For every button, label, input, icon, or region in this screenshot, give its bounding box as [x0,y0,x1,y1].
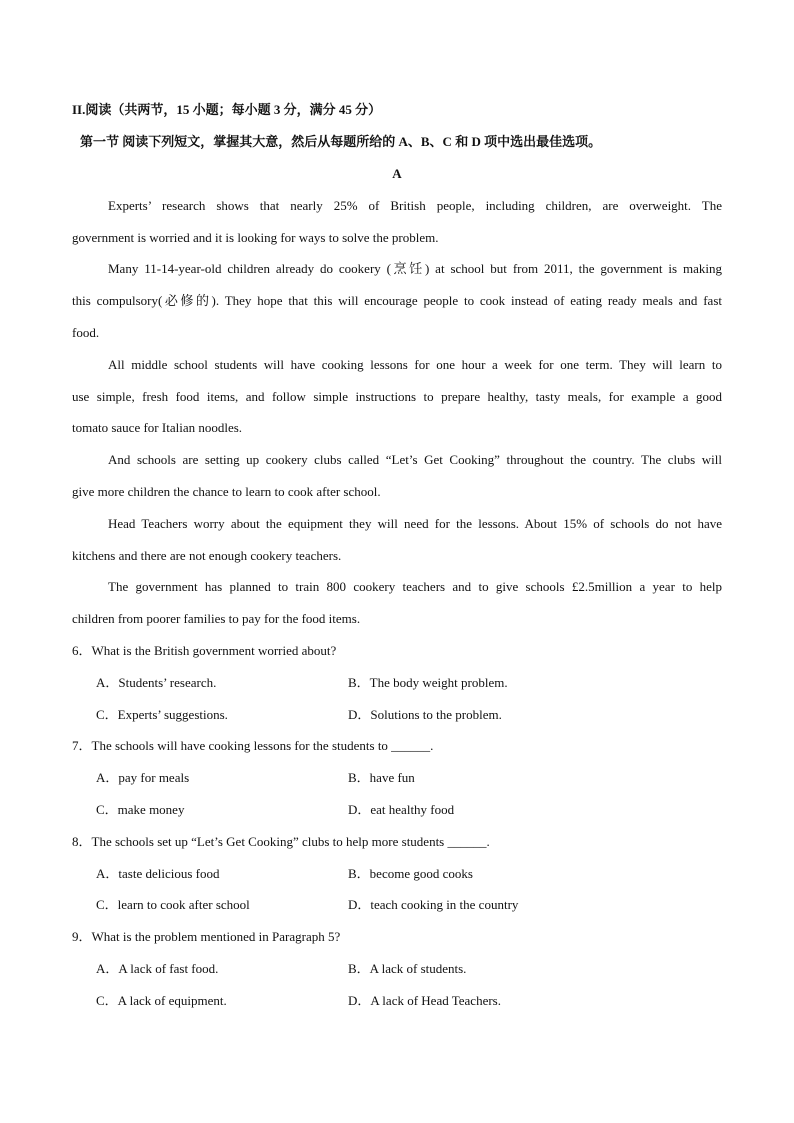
question-9-stem: 9．What is the problem mentioned in Paragraph 5? [72,929,341,944]
passage-line: give more children the chance to learn to cook after school. [72,484,381,499]
question-7-option-a[interactable]: A．pay for meals [96,770,190,785]
question-6-option-d[interactable]: D．Solutions to the problem. [348,707,502,722]
passage-line: The government has planned to train 800 cookery teachers and to give schools £2.5million a year to help [108,579,722,594]
passage-label: A [392,166,402,181]
passage-line: kitchens and there are not enough cookery teachers. [72,548,342,563]
passage-line: All middle school students will have cooking lessons for one hour a week for one term. They will learn to [108,357,722,372]
question-8-option-a[interactable]: A．taste delicious food [96,866,220,881]
question-8-option-c[interactable]: C．learn to cook after school [96,897,250,912]
section-heading: II.阅读（共两节，15 小题；每小题 3 分，满分 45 分） [72,102,382,117]
question-9-option-b[interactable]: B．A lack of students. [348,961,467,976]
question-6-option-a[interactable]: A．Students’ research. [96,675,217,690]
passage-line: food. [72,325,100,340]
passage-line: use simple, fresh food items, and follow simple instructions to prepare healthy, tasty meals, for example a good [72,389,722,404]
passage-line: Many 11-14-year-old children already do cookery (烹饪) at school but from 2011, the government is making [108,261,722,276]
question-9-option-d[interactable]: D．A lack of Head Teachers. [348,993,501,1008]
question-6-option-b[interactable]: B．The body weight problem. [348,675,508,690]
passage-line: And schools are setting up cookery clubs called “Let’s Get Cooking” throughout the country. The clubs will [108,452,722,467]
section-instruction: 第一节 阅读下列短文，掌握其大意，然后从每题所给的 A、B、C 和 D 项中选出最佳选项。 [80,134,602,149]
passage-line: Head Teachers worry about the equipment they will need for the lessons. About 15% of schools do not have [108,516,722,531]
passage-line: tomato sauce for Italian noodles. [72,420,243,435]
question-6-stem: 6．What is the British government worried about? [72,643,337,658]
passage-line: children from poorer families to pay for the food items. [72,611,361,626]
question-9-option-c[interactable]: C．A lack of equipment. [96,993,227,1008]
question-6-option-c[interactable]: C．Experts’ suggestions. [96,707,228,722]
question-7-stem: 7．The schools will have cooking lessons for the students to ______. [72,738,434,753]
passage-line: this compulsory(必修的). They hope that this will encourage people to cook instead of eating ready meals and fast [72,293,722,308]
question-7-option-b[interactable]: B．have fun [348,770,415,785]
question-7-option-c[interactable]: C．make money [96,802,185,817]
passage-line: government is worried and it is looking for ways to solve the problem. [72,230,439,245]
question-7-option-d[interactable]: D．eat healthy food [348,802,455,817]
question-9-option-a[interactable]: A．A lack of fast food. [96,961,219,976]
question-8-option-d[interactable]: D．teach cooking in the country [348,897,519,912]
passage-line: Experts’ research shows that nearly 25% of British people, including children, are overweight. The [108,198,722,213]
question-8-option-b[interactable]: B．become good cooks [348,866,473,881]
question-8-stem: 8．The schools set up “Let’s Get Cooking” clubs to help more students ______. [72,834,490,849]
